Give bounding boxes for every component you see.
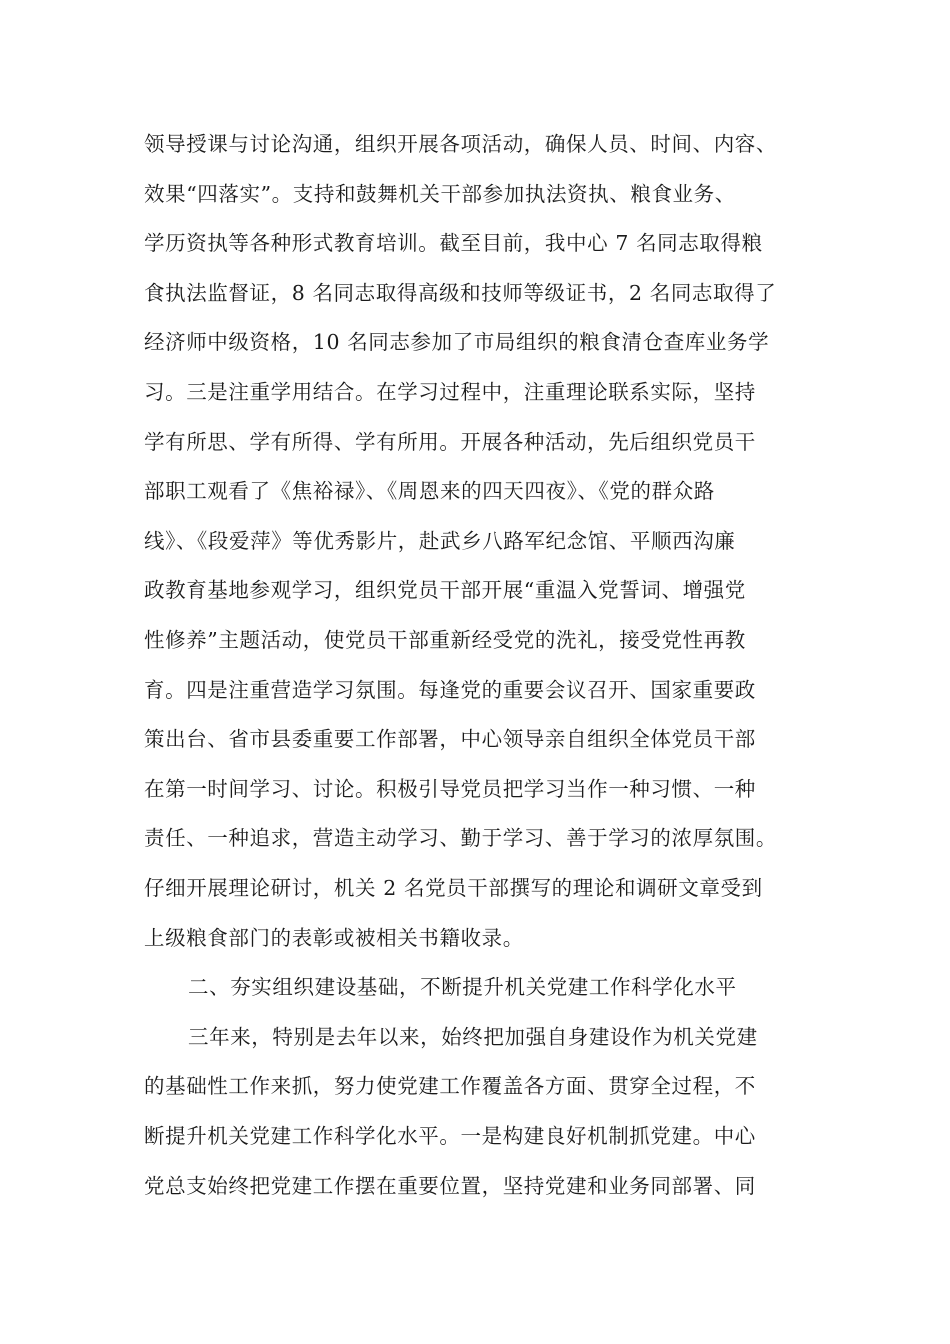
text-line: 育。四是注重营造学习氛围。每逢党的重要会议召开、国家重要政	[144, 677, 756, 702]
text-line: 策出台、省市县委重要工作部署，中心领导亲自组织全体党员干部	[144, 727, 756, 752]
text-line: 的基础性工作来抓，努力使党建工作覆盖各方面、贯穿全过程，不	[144, 1074, 756, 1099]
text-line: 学有所思、学有所得、学有所用。开展各种活动，先后组织党员干	[144, 429, 756, 454]
text-line: 食执法监督证，8 名同志取得高级和技师等级证书，2 名同志取得了	[144, 280, 777, 305]
text-line: 在第一时间学习、讨论。积极引导党员把学习当作一种习惯、一种	[144, 776, 756, 801]
paragraph-start-line: 三年来，特别是去年以来，始终把加强自身建设作为机关党建	[188, 1024, 758, 1049]
text-line: 经济师中级资格，10 名同志参加了市局组织的粮食清仓查库业务学	[144, 330, 770, 355]
text-line: 线》、《段爱萍》等优秀影片，赴武乡八路军纪念馆、平顺西沟廉	[144, 528, 736, 553]
text-line: 责任、一种追求，营造主动学习、勤于学习、善于学习的浓厚氛围。	[144, 826, 777, 851]
text-line: 党总支始终把党建工作摆在重要位置，坚持党建和业务同部署、同	[144, 1173, 756, 1198]
text-line: 部职工观看了《焦裕禄》、《周恩来的四天四夜》、《党的群众路	[144, 479, 715, 504]
text-line: 仔细开展理论研讨，机关 2 名党员干部撰写的理论和调研文章受到	[144, 876, 763, 900]
text-line: 领导授课与讨论沟通，组织开展各项活动，确保人员、时间、内容、	[144, 132, 777, 156]
text-line: 学历资执等各种形式教育培训。截至目前，我中心 7 名同志取得粮	[144, 231, 763, 256]
text-line: 习。三是注重学用结合。在学习过程中，注重理论联系实际，坚持	[144, 380, 756, 404]
paragraph-start-line: 二、夯实组织建设基础，不断提升机关党建工作科学化水平	[188, 975, 737, 1000]
text-line: 政教育基地参观学习，组织党员干部开展“重温入党誓词、增强党	[144, 578, 746, 603]
text-line: 断提升机关党建工作科学化水平。一是构建良好机制抓党建。中心	[144, 1124, 756, 1148]
text-line: 效果“四落实”。支持和鼓舞机关干部参加执法资执、粮食业务、	[144, 181, 736, 206]
text-line: 性修养”主题活动，使党员干部重新经受党的洗礼，接受党性再教	[144, 628, 746, 652]
text-line: 上级粮食部门的表彰或被相关书籍收录。	[144, 925, 524, 950]
